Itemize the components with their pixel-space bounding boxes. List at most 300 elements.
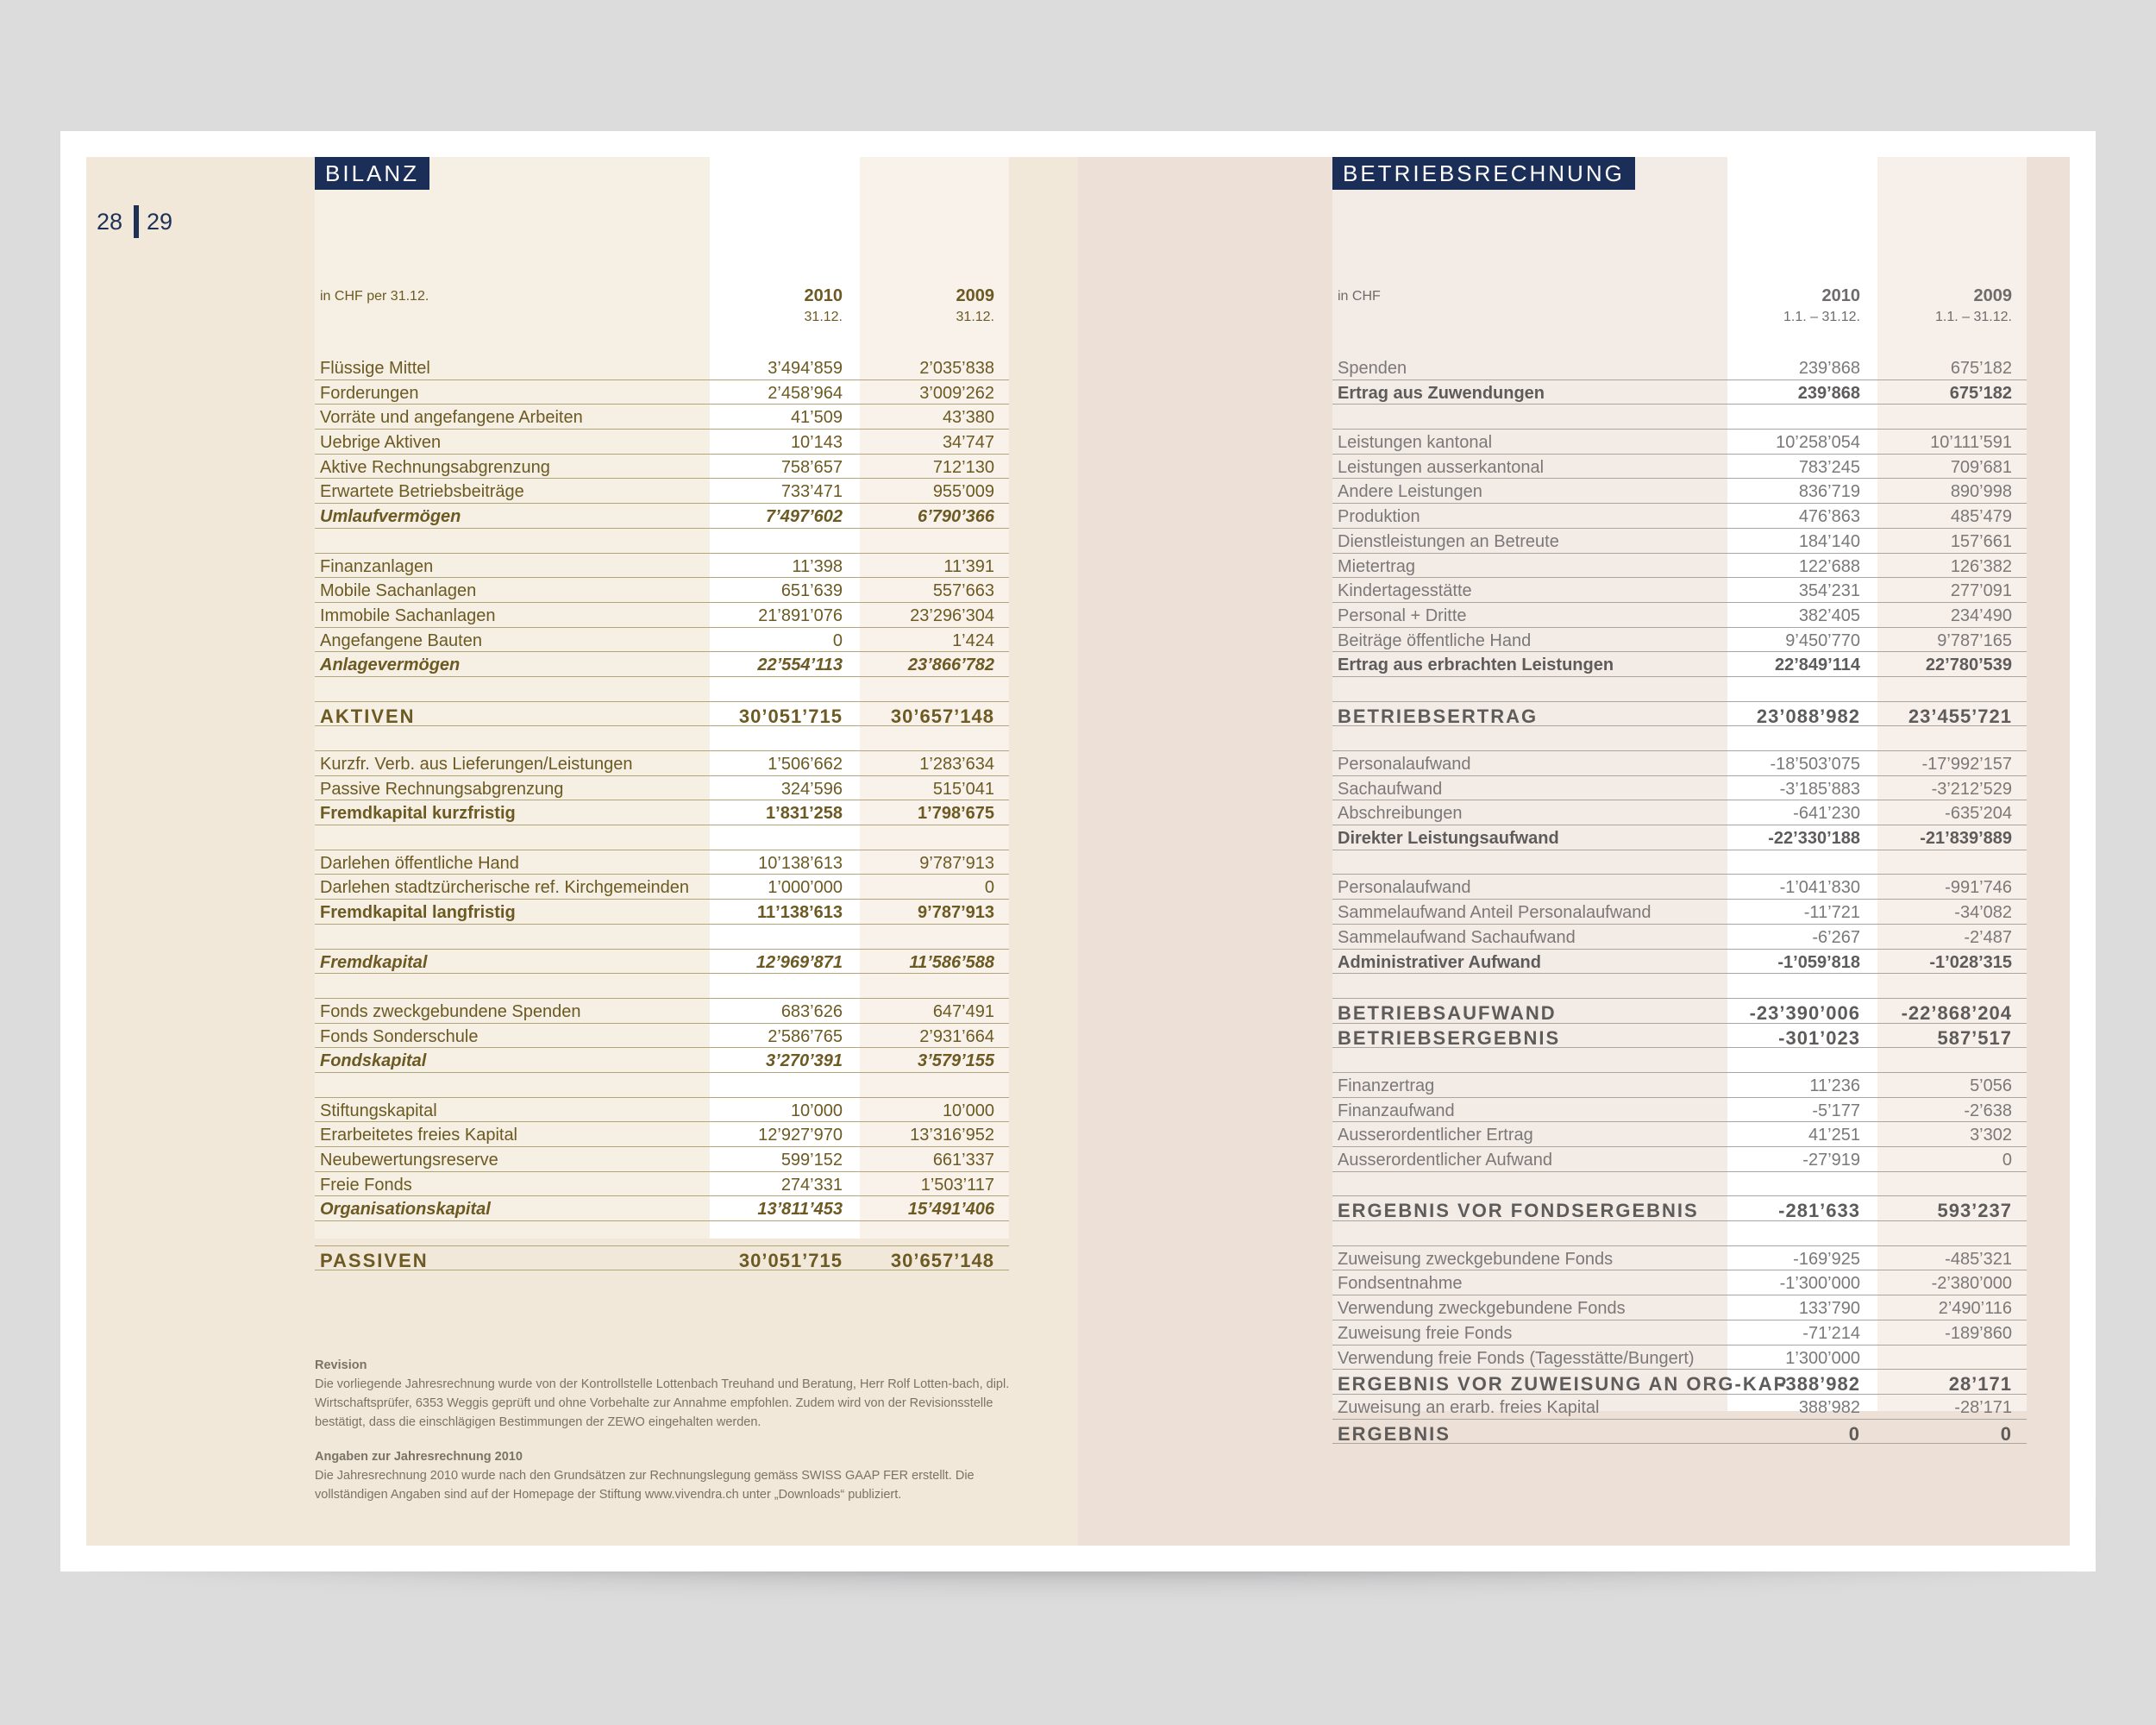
value-2010: 22’554’113 (757, 656, 843, 675)
table-row (1332, 1246, 2027, 1271)
spacer-row (315, 677, 1009, 702)
revision-text: Die vorliegende Jahresrechnung wurde von der Kontrollstelle Lottenbach Treuhand und Beratung, Herr Rolf Lotten-bach, dipl. Wirtschaftsprüfer, 6353 Weggis geprüft und ohne Vorbehalte zur Annahme empfohlen. Zudem wird von der Revisionsstelle bestätigt, dass die einschlägigen Bestimmungen der ZEWO eingehalten werden. (315, 1377, 1010, 1429)
row-label: Umlaufvermögen (320, 507, 461, 527)
table-row (315, 380, 1009, 405)
value-2009: 3’579’155 (918, 1051, 994, 1071)
row-label: Personalaufwand (1338, 878, 1471, 898)
value-2010: 41’251 (1808, 1126, 1860, 1145)
row-label: Finanzanlagen (320, 556, 434, 576)
table-row (1332, 1073, 2027, 1098)
row-label: Verwendung zweckgebundene Fonds (1338, 1299, 1626, 1319)
row-label: Immobile Sachanlagen (320, 605, 496, 625)
value-2009: 2’490’116 (1938, 1299, 2012, 1319)
row-label: Leistungen ausserkantonal (1338, 457, 1545, 477)
value-2009: 234’490 (1950, 605, 2012, 625)
table-row (1332, 1147, 2027, 1172)
value-2009: -22’868’204 (1901, 1001, 2012, 1024)
table-row (1332, 1295, 2027, 1320)
value-2009: 5’056 (1970, 1076, 2012, 1095)
table-row (1332, 751, 2027, 776)
value-2010: -388’982 (1778, 1373, 1860, 1396)
row-label: Fremdkapital (320, 952, 428, 972)
value-2010: -1’300’000 (1779, 1274, 1860, 1294)
value-2009: -2’638 (1964, 1101, 2012, 1120)
value-2009: 9’787’913 (919, 853, 994, 873)
value-2010: 2’586’765 (768, 1026, 843, 1046)
row-label: ERGEBNIS VOR FONDSERGEBNIS (1338, 1200, 1699, 1222)
table-row (1332, 1024, 2027, 1049)
value-2009: 709’681 (1950, 457, 2012, 477)
value-2010: 758’657 (780, 457, 843, 477)
value-2009: 30’657’148 (890, 1249, 994, 1271)
table-row (315, 652, 1009, 677)
bilanz-year-2009: 2009 (956, 286, 994, 305)
row-label: Beiträge öffentliche Hand (1338, 630, 1532, 650)
value-2010: 3’494’859 (768, 359, 843, 378)
value-2009: 157’661 (1950, 531, 2012, 551)
bilanz-rows (315, 355, 1009, 1270)
value-2010: 3’270’391 (766, 1051, 843, 1071)
value-2010: -6’267 (1812, 927, 1860, 947)
row-label: Organisationskapital (320, 1200, 491, 1220)
spacer-row (1332, 677, 2027, 702)
value-2009: -2’487 (1964, 927, 2012, 947)
value-2009: 10’111’591 (1930, 433, 2012, 453)
value-2009: 43’380 (942, 408, 994, 428)
table-row (315, 950, 1009, 975)
value-2010: 133’790 (1798, 1299, 1860, 1319)
value-2010: 1’000’000 (768, 878, 843, 898)
row-label: Personalaufwand (1338, 755, 1471, 774)
value-2010: 354’231 (1798, 581, 1860, 601)
table-row (1332, 652, 2027, 677)
bilanz-year-2009-sub: 31.12. (956, 310, 994, 324)
row-label: ERGEBNIS (1338, 1422, 1451, 1445)
value-2009: 13’316’952 (910, 1126, 994, 1145)
value-2010: 239’868 (1797, 383, 1860, 403)
angaben-text: Die Jahresrechnung 2010 wurde nach den Grundsätzen zur Rechnungslegung gemäss SWISS GAAP FER erstellt. Die vollständigen Angaben sind auf der Homepage der Stiftung www.vivendra.ch unter „Downloads“ publiziert. (315, 1469, 975, 1502)
betriebsrechnung-title: BETRIEBSRECHNUNG (1332, 157, 1635, 190)
value-2009: 10’000 (942, 1101, 994, 1120)
value-2010: 11’236 (1809, 1076, 1860, 1095)
spacer-row (315, 726, 1009, 751)
row-label: Mietertrag (1338, 556, 1416, 576)
table-row (315, 628, 1009, 653)
spacer-row (315, 925, 1009, 950)
revision-title: Revision (315, 1358, 367, 1372)
value-2009: 277’091 (1950, 581, 2012, 601)
value-2010: -11’721 (1803, 903, 1860, 923)
value-2009: 23’866’782 (907, 656, 994, 675)
value-2009: 1’424 (952, 630, 994, 650)
row-label: Darlehen stadtzürcherische ref. Kirchgemeinden (320, 878, 689, 898)
br-year-2009-sub: 1.1. – 31.12. (1935, 310, 2012, 324)
value-2009: 587’517 (1937, 1026, 2012, 1049)
value-2010: 1’506’662 (768, 755, 843, 774)
value-2010: 122’688 (1798, 556, 1860, 576)
table-row (315, 1098, 1009, 1123)
row-label: Administrativer Aufwand (1338, 952, 1541, 972)
value-2009: 955’009 (932, 482, 994, 502)
row-label: Forderungen (320, 383, 419, 403)
table-row (1332, 1098, 2027, 1123)
row-label: Sammelaufwand Anteil Personalaufwand (1338, 903, 1651, 923)
row-label: Zuweisung zweckgebundene Fonds (1338, 1249, 1614, 1269)
br-year-2010-sub: 1.1. – 31.12. (1783, 310, 1860, 324)
value-2009: 30’657’148 (890, 705, 994, 727)
page-number-left: 28 (97, 209, 123, 235)
table-row (1332, 479, 2027, 504)
row-label: Verwendung freie Fonds (Tagesstätte/Bungert) (1338, 1348, 1695, 1368)
spacer-row (1332, 726, 2027, 751)
spread-inner (86, 157, 2070, 1546)
value-2009: 2’035’838 (919, 359, 994, 378)
value-2009: 712’130 (932, 457, 994, 477)
value-2010: 21’891’076 (758, 605, 843, 625)
value-2010: -5’177 (1812, 1101, 1860, 1120)
value-2010: -22’330’188 (1768, 829, 1860, 849)
row-label: Flüssige Mittel (320, 359, 430, 378)
table-row (1332, 430, 2027, 455)
value-2010: -1’059’818 (1777, 952, 1860, 972)
table-row (1332, 702, 2027, 727)
value-2009: 675’182 (1949, 383, 2012, 403)
table-row (1332, 1346, 2027, 1371)
value-2009: 890’998 (1950, 482, 2012, 502)
row-label: Stiftungskapital (320, 1101, 437, 1120)
value-2009: 22’780’539 (1925, 656, 2012, 675)
row-label: Aktive Rechnungsabgrenzung (320, 457, 550, 477)
row-label: AKTIVEN (320, 705, 416, 727)
value-2010: 2’458’964 (768, 383, 843, 403)
table-row (315, 603, 1009, 628)
row-label: Abschreibungen (1338, 804, 1463, 824)
table-row (315, 1246, 1009, 1271)
table-row (315, 1196, 1009, 1221)
brochure-spread (60, 131, 2096, 1571)
value-2010: -169’925 (1793, 1249, 1860, 1269)
table-row (1332, 455, 2027, 480)
row-label: Vorräte und angefangene Arbeiten (320, 408, 583, 428)
value-2010: 651’639 (780, 581, 843, 601)
value-2009: 9’787’165 (1937, 630, 2012, 650)
value-2010: 12’969’871 (755, 952, 843, 972)
row-label: PASSIVEN (320, 1249, 429, 1271)
value-2010: 11’138’613 (757, 903, 843, 923)
table-row (315, 479, 1009, 504)
value-2010: 0 (1848, 1422, 1860, 1445)
value-2009: 0 (2002, 1151, 2012, 1170)
value-2010: 30’051’715 (738, 705, 843, 727)
row-label: Finanzaufwand (1338, 1101, 1455, 1120)
value-2010: -281’633 (1778, 1200, 1860, 1222)
table-row (1332, 800, 2027, 825)
row-label: Sammelaufwand Sachaufwand (1338, 927, 1576, 947)
notes-section (315, 1356, 1031, 1520)
value-2009: 485’479 (1950, 507, 2012, 527)
row-label: Spenden (1338, 359, 1407, 378)
value-2009: 11’586’588 (909, 952, 994, 972)
right-page (1078, 157, 2070, 1546)
table-row (315, 355, 1009, 380)
value-2010: 184’140 (1798, 531, 1860, 551)
angaben-title: Angaben zur Jahresrechnung 2010 (315, 1450, 523, 1464)
value-2009: 15’491’406 (907, 1200, 994, 1220)
row-label: BETRIEBSERTRAG (1338, 705, 1539, 727)
value-2009: 34’747 (942, 433, 994, 453)
table-row (1332, 504, 2027, 529)
value-2010: -23’390’006 (1749, 1001, 1860, 1024)
value-2009: 647’491 (932, 1001, 994, 1021)
table-row (1332, 1395, 2027, 1420)
spacer-row (315, 1073, 1009, 1098)
value-2010: 41’509 (790, 408, 843, 428)
row-label: Andere Leistungen (1338, 482, 1482, 502)
table-row (315, 504, 1009, 529)
table-row (1332, 999, 2027, 1024)
value-2010: 22’849’114 (1775, 656, 1860, 675)
value-2010: 7’497’602 (766, 507, 843, 527)
table-row (1332, 776, 2027, 801)
value-2010: 12’927’970 (758, 1126, 843, 1145)
left-page (86, 157, 1078, 1546)
spacer-row (315, 825, 1009, 850)
value-2010: -3’185’883 (1779, 779, 1860, 799)
row-label: Fremdkapital langfristig (320, 903, 516, 923)
value-2010: -18’503’075 (1770, 755, 1860, 774)
row-label: Erarbeitetes freies Kapital (320, 1126, 518, 1145)
table-row (315, 578, 1009, 603)
value-2009: 3’009’262 (919, 383, 994, 403)
table-row (1332, 875, 2027, 900)
value-2010: 10’258’054 (1776, 433, 1860, 453)
value-2009: -21’839’889 (1920, 829, 2012, 849)
value-2010: -27’919 (1802, 1151, 1860, 1170)
table-row (1332, 1320, 2027, 1346)
row-label: Erwartete Betriebsbeiträge (320, 482, 524, 502)
table-row (1332, 1196, 2027, 1221)
table-row (1332, 925, 2027, 950)
value-2009: -189’860 (1945, 1323, 2012, 1343)
value-2009: -2’380’000 (1931, 1274, 2012, 1294)
spacer-row (1332, 1048, 2027, 1073)
value-2009: 675’182 (1950, 359, 2012, 378)
table-row (1332, 1122, 2027, 1147)
table-row (1332, 578, 2027, 603)
value-2009: 661’337 (932, 1151, 994, 1170)
value-2010: 9’450’770 (1785, 630, 1860, 650)
spacer-row (1332, 405, 2027, 430)
betriebsrechnung-rows (1332, 355, 2027, 1444)
table-row (315, 1147, 1009, 1172)
value-2010: 733’471 (780, 482, 843, 502)
value-2010: 683’626 (780, 1001, 843, 1021)
value-2009: 1’283’634 (919, 755, 994, 774)
row-label: Ausserordentlicher Aufwand (1338, 1151, 1553, 1170)
row-label: Ertrag aus erbrachten Leistungen (1338, 656, 1614, 675)
value-2010: 13’811’453 (757, 1200, 843, 1220)
value-2009: 2’931’664 (919, 1026, 994, 1046)
value-2009: -991’746 (1945, 878, 2012, 898)
table-row (315, 1172, 1009, 1197)
bilanz-year-2010: 2010 (804, 286, 843, 305)
row-label: Fremdkapital kurzfristig (320, 804, 516, 824)
table-row (1332, 529, 2027, 554)
value-2010: 476’863 (1798, 507, 1860, 527)
table-row (315, 1024, 1009, 1049)
table-row (1332, 603, 2027, 628)
row-label: Angefangene Bauten (320, 630, 482, 650)
table-row (1332, 825, 2027, 850)
value-2009: 515’041 (932, 779, 994, 799)
table-row (1332, 554, 2027, 579)
page-number-right: 29 (147, 209, 173, 235)
table-row (1332, 1420, 2027, 1445)
value-2009: 11’391 (943, 556, 994, 576)
row-label: Fonds Sonderschule (320, 1026, 479, 1046)
value-2009: -28’171 (1954, 1397, 2012, 1417)
table-row (315, 800, 1009, 825)
value-2010: 388’982 (1798, 1397, 1860, 1417)
bilanz-title: BILANZ (315, 157, 429, 190)
row-label: Zuweisung freie Fonds (1338, 1323, 1513, 1343)
value-2009: 593’237 (1937, 1200, 2012, 1222)
table-row (315, 554, 1009, 579)
table-row (315, 702, 1009, 727)
value-2010: -1’041’830 (1779, 878, 1860, 898)
value-2009: 9’787’913 (918, 903, 994, 923)
value-2009: 6’790’366 (918, 507, 994, 527)
page-number-divider (134, 205, 139, 238)
row-label: Leistungen kantonal (1338, 433, 1493, 453)
table-row (315, 1048, 1009, 1073)
value-2009: 0 (984, 878, 994, 898)
value-2010: 1’831’258 (766, 804, 843, 824)
row-label: Fondskapital (320, 1051, 427, 1071)
value-2010: 10’000 (790, 1101, 843, 1120)
row-label: Dienstleistungen an Betreute (1338, 531, 1559, 551)
value-2009: -485’321 (1945, 1249, 2012, 1269)
table-row (315, 875, 1009, 900)
bilanz-year-2010-sub: 31.12. (804, 310, 843, 324)
value-2010: 274’331 (780, 1175, 843, 1195)
table-row (315, 850, 1009, 875)
row-label: Finanzertrag (1338, 1076, 1435, 1095)
spacer-row (1332, 1172, 2027, 1197)
value-2010: 23’088’982 (1756, 705, 1860, 727)
betriebsrechnung-unit: in CHF (1338, 289, 1381, 304)
spacer-row (1332, 850, 2027, 875)
table-row (1332, 900, 2027, 925)
row-label: Anlagevermögen (320, 656, 461, 675)
value-2010: 10’143 (790, 433, 843, 453)
value-2009: 0 (2000, 1422, 2012, 1445)
value-2010: 783’245 (1798, 457, 1860, 477)
value-2009: -3’212’529 (1931, 779, 2012, 799)
value-2010: 30’051’715 (738, 1249, 843, 1271)
row-label: ERGEBNIS VOR ZUWEISUNG AN ORG-KAP (1338, 1373, 1789, 1396)
row-label: Freie Fonds (320, 1175, 412, 1195)
value-2009: -34’082 (1954, 903, 2012, 923)
row-label: Ertrag aus Zuwendungen (1338, 383, 1545, 403)
br-year-2009: 2009 (1973, 286, 2012, 305)
row-label: Direkter Leistungsaufwand (1338, 829, 1559, 849)
row-label: Neubewertungsreserve (320, 1151, 498, 1170)
value-2009: -635’204 (1945, 804, 2012, 824)
value-2009: -17’992’157 (1921, 755, 2012, 774)
value-2010: 10’138’613 (758, 853, 843, 873)
value-2009: -1’028’315 (1929, 952, 2012, 972)
value-2009: 557’663 (932, 581, 994, 601)
table-row (315, 405, 1009, 430)
row-label: Mobile Sachanlagen (320, 581, 477, 601)
value-2009: 3’302 (1970, 1126, 2012, 1145)
bilanz-unit: in CHF per 31.12. (320, 289, 429, 304)
value-2009: 1’503’117 (920, 1175, 994, 1195)
table-row (315, 999, 1009, 1024)
table-row (1332, 380, 2027, 405)
br-year-2010: 2010 (1821, 286, 1860, 305)
bilanz-table (315, 157, 1009, 1546)
betriebsrechnung-table (1332, 157, 2027, 1546)
table-row (315, 900, 1009, 925)
row-label: Kurzfr. Verb. aus Lieferungen/Leistungen (320, 755, 633, 774)
row-label: Passive Rechnungsabgrenzung (320, 779, 564, 799)
value-2010: 382’405 (1798, 605, 1860, 625)
value-2009: 126’382 (1950, 556, 2012, 576)
value-2010: -71’214 (1802, 1323, 1860, 1343)
value-2009: 1’798’675 (918, 804, 994, 824)
spacer-row (315, 1221, 1009, 1246)
value-2010: 836’719 (1798, 482, 1860, 502)
spacer-row (315, 974, 1009, 999)
value-2010: 239’868 (1798, 359, 1860, 378)
value-2010: -641’230 (1793, 804, 1860, 824)
row-label: BETRIEBSAUFWAND (1338, 1001, 1557, 1024)
value-2010: 11’398 (792, 556, 843, 576)
row-label: Uebrige Aktiven (320, 433, 442, 453)
table-row (1332, 355, 2027, 380)
spacer-row (1332, 1221, 2027, 1246)
value-2010: -301’023 (1778, 1026, 1860, 1049)
table-row (315, 455, 1009, 480)
row-label: Personal + Dritte (1338, 605, 1467, 625)
table-row (315, 430, 1009, 455)
row-label: Fondsentnahme (1338, 1274, 1463, 1294)
value-2009: 23’296’304 (910, 605, 994, 625)
row-label: Kindertagesstätte (1338, 581, 1472, 601)
value-2009: 28’171 (1948, 1373, 2012, 1396)
row-label: BETRIEBSERGEBNIS (1338, 1026, 1561, 1049)
row-label: Zuweisung an erarb. freies Kapital (1338, 1397, 1600, 1417)
row-label: Produktion (1338, 507, 1420, 527)
spacer-row (1332, 974, 2027, 999)
row-label: Fonds zweckgebundene Spenden (320, 1001, 581, 1021)
table-row (1332, 950, 2027, 975)
value-2010: 599’152 (780, 1151, 843, 1170)
table-row (315, 1122, 1009, 1147)
row-label: Ausserordentlicher Ertrag (1338, 1126, 1533, 1145)
value-2010: 1’300’000 (1785, 1348, 1860, 1368)
row-label: Darlehen öffentliche Hand (320, 853, 519, 873)
table-row (1332, 628, 2027, 653)
table-row (315, 776, 1009, 801)
value-2010: 0 (832, 630, 843, 650)
value-2009: 23’455’721 (1908, 705, 2012, 727)
table-row (1332, 1270, 2027, 1295)
table-row (1332, 1370, 2027, 1395)
spacer-row (315, 529, 1009, 554)
